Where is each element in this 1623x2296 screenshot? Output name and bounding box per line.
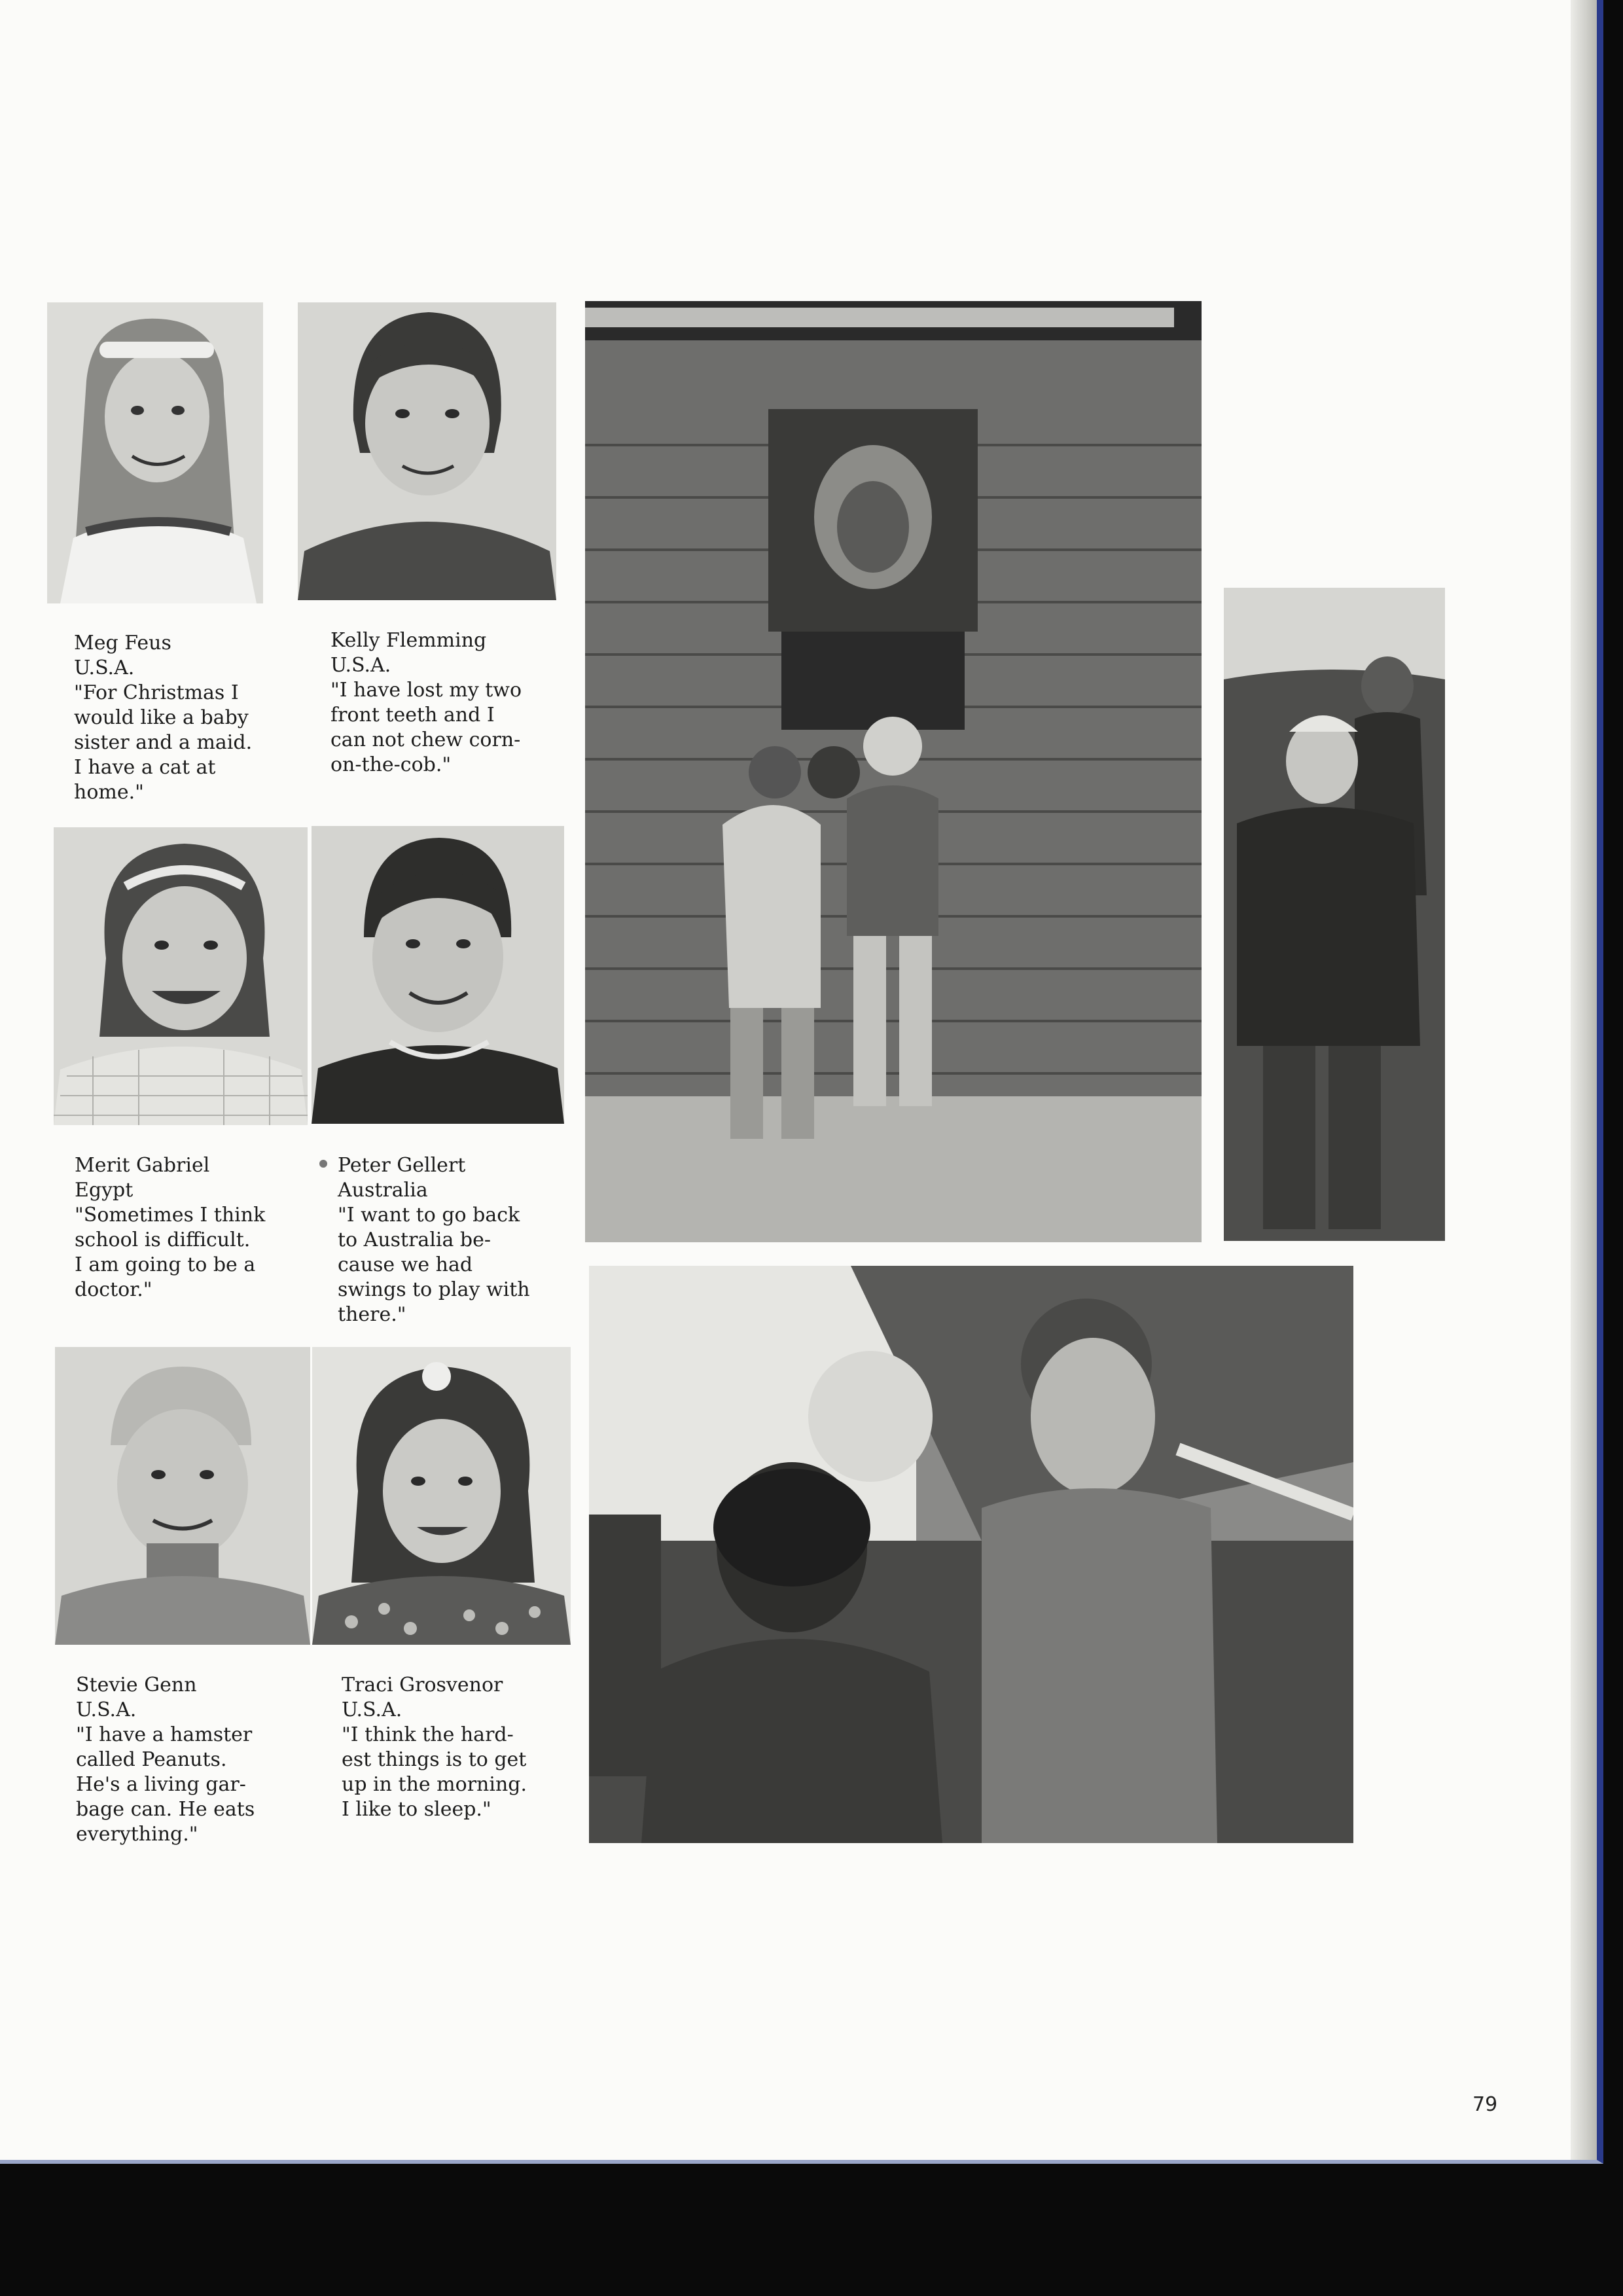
- photo-children-at-railing: [589, 1266, 1353, 1843]
- caption-traci-grosvenor: [342, 1673, 577, 1822]
- quote-line: home.": [74, 781, 144, 804]
- portrait-photo-merit-gabriel: [54, 827, 308, 1125]
- student-country: U.S.A.: [342, 1698, 402, 1721]
- binding-edge: [1571, 0, 1597, 2160]
- student-name: Traci Grosvenor: [342, 1674, 503, 1696]
- quote-line: swings to play with: [338, 1278, 530, 1301]
- student-name: Merit Gabriel: [75, 1154, 210, 1177]
- quote-line: can not chew corn-: [330, 728, 521, 751]
- caption-stevie-genn: [76, 1673, 312, 1847]
- quote-line: "I want to go back: [338, 1204, 520, 1227]
- caption-meg-feus: [74, 631, 310, 805]
- portrait-photo-stevie-genn: [55, 1347, 310, 1645]
- student-name: Stevie Genn: [76, 1674, 197, 1696]
- quote-line: up in the morning.: [342, 1773, 527, 1796]
- student-name: Peter Gellert: [338, 1154, 466, 1177]
- quote-line: "For Christmas I: [74, 681, 239, 704]
- student-country: U.S.A.: [74, 656, 135, 679]
- student-country: Australia: [338, 1179, 428, 1202]
- portrait-photo-traci-grosvenor: [312, 1347, 571, 1645]
- quote-line: called Peanuts.: [76, 1748, 227, 1771]
- quote-line: I have a cat at: [74, 756, 216, 779]
- quote-line: "Sometimes I think: [75, 1204, 266, 1227]
- portrait-photo-meg-feus: [47, 302, 263, 603]
- bullet-mark: [319, 1160, 327, 1168]
- caption-merit-gabriel: [75, 1153, 310, 1302]
- quote-line: I am going to be a: [75, 1253, 256, 1276]
- quote-line: bage can. He eats: [76, 1798, 255, 1821]
- quote-line: school is difficult.: [75, 1229, 251, 1251]
- quote-line: there.": [338, 1303, 406, 1326]
- photo-boy-on-grass: [1224, 588, 1445, 1241]
- quote-line: front teeth and I: [330, 704, 495, 726]
- portrait-photo-kelly-flemming: [298, 302, 556, 600]
- caption-kelly-flemming: [330, 628, 566, 778]
- portrait-photo-peter-gellert: [312, 826, 564, 1124]
- student-country: U.S.A.: [76, 1698, 137, 1721]
- quote-line: would like a baby: [74, 706, 249, 729]
- quote-line: "I have a hamster: [76, 1723, 253, 1746]
- quote-line: I like to sleep.": [342, 1798, 491, 1821]
- photo-children-at-lion-wall: [585, 301, 1202, 1242]
- quote-line: "I have lost my two: [330, 679, 522, 702]
- quote-line: doctor.": [75, 1278, 152, 1301]
- quote-line: cause we had: [338, 1253, 473, 1276]
- quote-line: He's a living gar-: [76, 1773, 246, 1796]
- caption-peter-gellert: [338, 1153, 573, 1327]
- quote-line: est things is to get: [342, 1748, 527, 1771]
- quote-line: to Australia be-: [338, 1229, 491, 1251]
- quote-line: sister and a maid.: [74, 731, 253, 754]
- page-number: 79: [1472, 2093, 1498, 2116]
- quote-line: everything.": [76, 1823, 198, 1846]
- quote-line: on-the-cob.": [330, 753, 452, 776]
- student-country: U.S.A.: [330, 654, 391, 677]
- student-country: Egypt: [75, 1179, 134, 1202]
- student-name: Kelly Flemming: [330, 629, 487, 652]
- student-name: Meg Feus: [74, 632, 171, 655]
- quote-line: "I think the hard-: [342, 1723, 514, 1746]
